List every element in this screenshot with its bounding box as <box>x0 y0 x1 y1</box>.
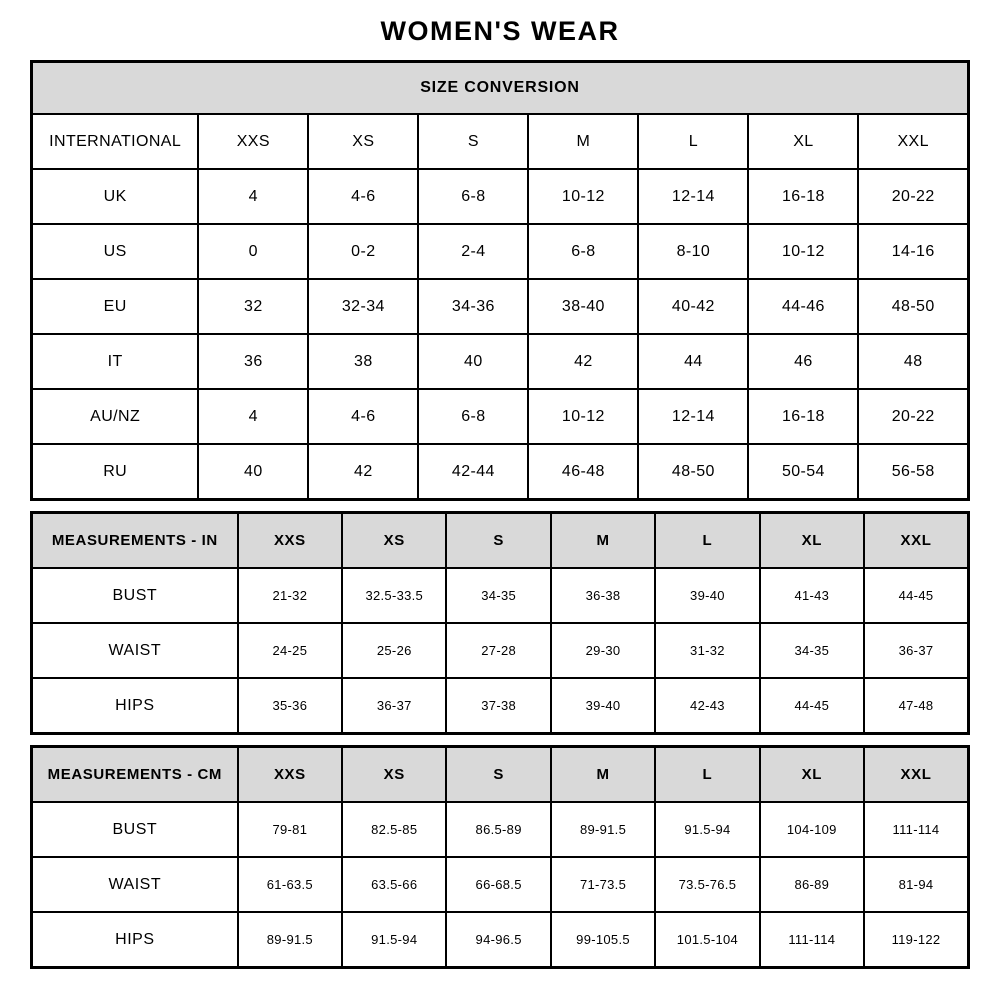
value-cell: 48-50 <box>638 444 748 500</box>
value-cell: 36-37 <box>864 623 968 678</box>
value-cell: 4-6 <box>308 389 418 444</box>
value-cell: 32-34 <box>308 279 418 334</box>
value-cell: 16-18 <box>748 169 858 224</box>
size-column-header: XL <box>760 747 864 803</box>
size-column-header: XS <box>308 114 418 169</box>
size-column-header: L <box>655 513 759 569</box>
value-cell: 44-45 <box>760 678 864 734</box>
value-cell: 25-26 <box>342 623 446 678</box>
value-cell: 16-18 <box>748 389 858 444</box>
value-cell: 12-14 <box>638 169 748 224</box>
size-column-header: XS <box>342 747 446 803</box>
size-column-header: XL <box>748 114 858 169</box>
value-cell: 34-36 <box>418 279 528 334</box>
value-cell: 104-109 <box>760 802 864 857</box>
value-cell: 10-12 <box>528 169 638 224</box>
value-cell: 41-43 <box>760 568 864 623</box>
row-label-cell: RU <box>32 444 199 500</box>
table-row <box>32 802 969 857</box>
row-label-cell: HIPS <box>32 678 238 734</box>
value-cell: 89-91.5 <box>551 802 655 857</box>
value-cell: 0 <box>198 224 308 279</box>
value-cell: 111-114 <box>864 802 968 857</box>
value-cell: 36-37 <box>342 678 446 734</box>
value-cell: 32.5-33.5 <box>342 568 446 623</box>
value-cell: 38 <box>308 334 418 389</box>
value-cell: 86.5-89 <box>446 802 550 857</box>
value-cell: 37-38 <box>446 678 550 734</box>
value-cell: 36-38 <box>551 568 655 623</box>
table-row <box>32 857 969 912</box>
value-cell: 2-4 <box>418 224 528 279</box>
value-cell: 91.5-94 <box>342 912 446 968</box>
value-cell: 34-35 <box>760 623 864 678</box>
table-banner: MEASUREMENTS - CM <box>32 747 238 803</box>
row-label-cell: AU/NZ <box>32 389 199 444</box>
size-column-header: XS <box>342 513 446 569</box>
value-cell: 91.5-94 <box>655 802 759 857</box>
value-cell: 39-40 <box>551 678 655 734</box>
value-cell: 6-8 <box>418 169 528 224</box>
table-row <box>32 169 969 224</box>
value-cell: 38-40 <box>528 279 638 334</box>
value-cell: 63.5-66 <box>342 857 446 912</box>
value-cell: 86-89 <box>760 857 864 912</box>
size-column-header: L <box>655 747 759 803</box>
row-label-cell: BUST <box>32 802 238 857</box>
value-cell: 47-48 <box>864 678 968 734</box>
value-cell: 42-43 <box>655 678 759 734</box>
size-column-header: XXL <box>864 747 968 803</box>
value-cell: 61-63.5 <box>238 857 342 912</box>
table-row <box>32 568 969 623</box>
value-cell: 71-73.5 <box>551 857 655 912</box>
size-column-header: S <box>418 114 528 169</box>
value-cell: 40 <box>198 444 308 500</box>
measurements-cm-table <box>30 745 970 969</box>
value-cell: 27-28 <box>446 623 550 678</box>
size-column-header: XXL <box>864 513 968 569</box>
value-cell: 4 <box>198 389 308 444</box>
value-cell: 42 <box>308 444 418 500</box>
column-header-label: INTERNATIONAL <box>32 114 199 169</box>
value-cell: 35-36 <box>238 678 342 734</box>
value-cell: 0-2 <box>308 224 418 279</box>
value-cell: 82.5-85 <box>342 802 446 857</box>
size-column-header: S <box>446 513 550 569</box>
value-cell: 44-46 <box>748 279 858 334</box>
value-cell: 10-12 <box>528 389 638 444</box>
size-column-header: L <box>638 114 748 169</box>
row-label-cell: IT <box>32 334 199 389</box>
table-row <box>32 623 969 678</box>
size-column-header: S <box>446 747 550 803</box>
table-row <box>32 389 969 444</box>
size-column-header: M <box>551 513 655 569</box>
value-cell: 111-114 <box>760 912 864 968</box>
value-cell: 40 <box>418 334 528 389</box>
table-row <box>32 678 969 734</box>
measurements-in-table <box>30 511 970 735</box>
value-cell: 20-22 <box>858 389 968 444</box>
value-cell: 44-45 <box>864 568 968 623</box>
value-cell: 12-14 <box>638 389 748 444</box>
table-banner: MEASUREMENTS - IN <box>32 513 238 569</box>
size-column-header: XXS <box>238 513 342 569</box>
row-label-cell: US <box>32 224 199 279</box>
value-cell: 4-6 <box>308 169 418 224</box>
row-label-cell: HIPS <box>32 912 238 968</box>
size-column-header: XXS <box>198 114 308 169</box>
value-cell: 66-68.5 <box>446 857 550 912</box>
value-cell: 6-8 <box>528 224 638 279</box>
row-label-cell: WAIST <box>32 857 238 912</box>
value-cell: 46 <box>748 334 858 389</box>
value-cell: 34-35 <box>446 568 550 623</box>
size-conversion-table <box>30 60 970 501</box>
row-label-cell: WAIST <box>32 623 238 678</box>
size-column-header: XL <box>760 513 864 569</box>
value-cell: 29-30 <box>551 623 655 678</box>
value-cell: 81-94 <box>864 857 968 912</box>
value-cell: 89-91.5 <box>238 912 342 968</box>
value-cell: 39-40 <box>655 568 759 623</box>
table-row <box>32 279 969 334</box>
value-cell: 44 <box>638 334 748 389</box>
value-cell: 42-44 <box>418 444 528 500</box>
value-cell: 94-96.5 <box>446 912 550 968</box>
page-title: WOMEN'S WEAR <box>380 16 620 46</box>
table-row <box>32 912 969 968</box>
value-cell: 119-122 <box>864 912 968 968</box>
row-label-cell: EU <box>32 279 199 334</box>
value-cell: 21-32 <box>238 568 342 623</box>
size-column-header: M <box>551 747 655 803</box>
size-column-header: M <box>528 114 638 169</box>
value-cell: 20-22 <box>858 169 968 224</box>
value-cell: 10-12 <box>748 224 858 279</box>
value-cell: 101.5-104 <box>655 912 759 968</box>
value-cell: 46-48 <box>528 444 638 500</box>
table-row <box>32 334 969 389</box>
value-cell: 56-58 <box>858 444 968 500</box>
value-cell: 14-16 <box>858 224 968 279</box>
value-cell: 6-8 <box>418 389 528 444</box>
table-row <box>32 224 969 279</box>
value-cell: 50-54 <box>748 444 858 500</box>
value-cell: 79-81 <box>238 802 342 857</box>
value-cell: 40-42 <box>638 279 748 334</box>
value-cell: 32 <box>198 279 308 334</box>
row-label-cell: BUST <box>32 568 238 623</box>
value-cell: 24-25 <box>238 623 342 678</box>
table-banner: SIZE CONVERSION <box>32 62 969 115</box>
value-cell: 99-105.5 <box>551 912 655 968</box>
value-cell: 36 <box>198 334 308 389</box>
size-column-header: XXS <box>238 747 342 803</box>
value-cell: 31-32 <box>655 623 759 678</box>
size-column-header: XXL <box>858 114 968 169</box>
value-cell: 48-50 <box>858 279 968 334</box>
value-cell: 4 <box>198 169 308 224</box>
value-cell: 8-10 <box>638 224 748 279</box>
table-row <box>32 444 969 500</box>
value-cell: 42 <box>528 334 638 389</box>
row-label-cell: UK <box>32 169 199 224</box>
value-cell: 73.5-76.5 <box>655 857 759 912</box>
value-cell: 48 <box>858 334 968 389</box>
